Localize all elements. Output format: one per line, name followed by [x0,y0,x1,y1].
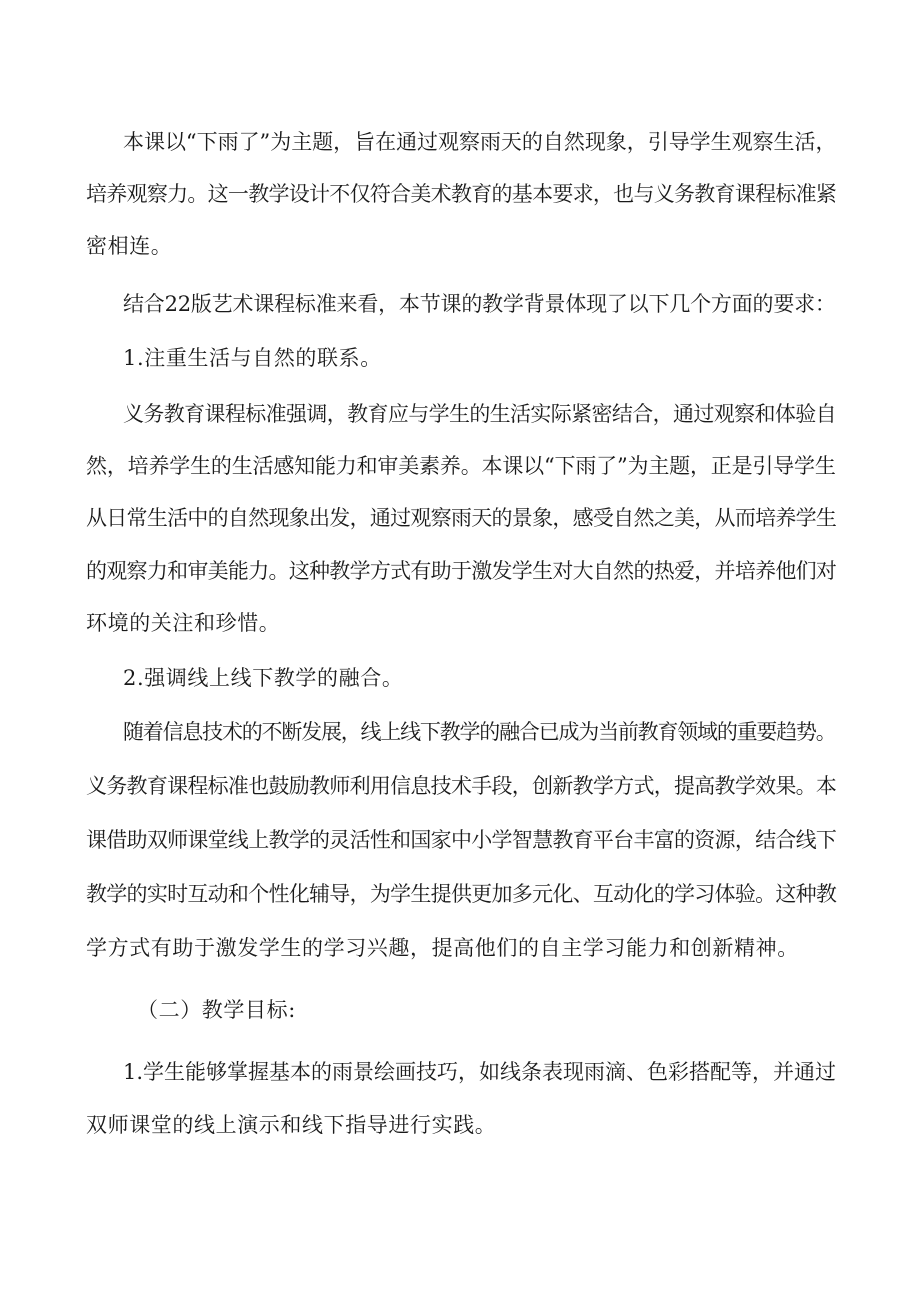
paragraph-line: 结合22版艺术课程标准来看，本节课的教学背景体现了以下几个方面的要求： [123,292,836,316]
paragraph-line: 的观察力和审美能力。这种教学方式有助于激发学生对大自然的热爱，并培养他们对 [86,559,837,583]
paragraph-line: 随着信息技术的不断发展，线上线下教学的融合已成为当前教育领域的重要趋势。 [123,720,836,744]
paragraph-line: 从日常生活中的自然现象出发，通过观察雨天的景象，感受自然之美，从而培养学生 [86,506,837,530]
paragraph-line: 义务教育课程标准强调，教育应与学生的生活实际紧密结合，通过观察和体验自 [123,402,836,426]
list-heading: 2.强调线上线下教学的融合。 [123,666,404,690]
section-heading: （二）教学目标: [137,998,296,1022]
list-heading: 1.注重生活与自然的联系。 [123,346,382,370]
paragraph-line: 培养观察力。这一教学设计不仅符合美术教育的基本要求，也与义务教育课程标准紧 [86,182,837,206]
paragraph-line: 义务教育课程标准也鼓励教师利用信息技术手段，创新教学方式，提高教学效果。本 [86,774,837,798]
paragraph-line: 然，培养学生的生活感知能力和审美素养。本课以“下雨了”为主题，正是引导学生 [86,454,836,478]
paragraph-line: 学方式有助于激发学生的学习兴趣，提高他们的自主学习能力和创新精神。 [86,936,799,960]
paragraph-line: 环境的关注和珍惜。 [86,611,281,635]
paragraph-line: 1.学生能够掌握基本的雨景绘画技巧，如线条表现雨滴、色彩搭配等，并通过 [123,1060,837,1084]
paragraph-line: 本课以“下雨了”为主题，旨在通过观察雨天的自然现象，引导学生观察生活， [123,130,837,154]
paragraph-line: 密相连。 [86,234,173,258]
paragraph-line: 双师课堂的线上演示和线下指导进行实践。 [86,1113,497,1137]
paragraph-line: 教学的实时互动和个性化辅导，为学生提供更加多元化、互动化的学习体验。这种教 [86,882,837,906]
paragraph-line: 课借助双师课堂线上教学的灵活性和国家中小学智慧教育平台丰富的资源，结合线下 [86,828,837,852]
